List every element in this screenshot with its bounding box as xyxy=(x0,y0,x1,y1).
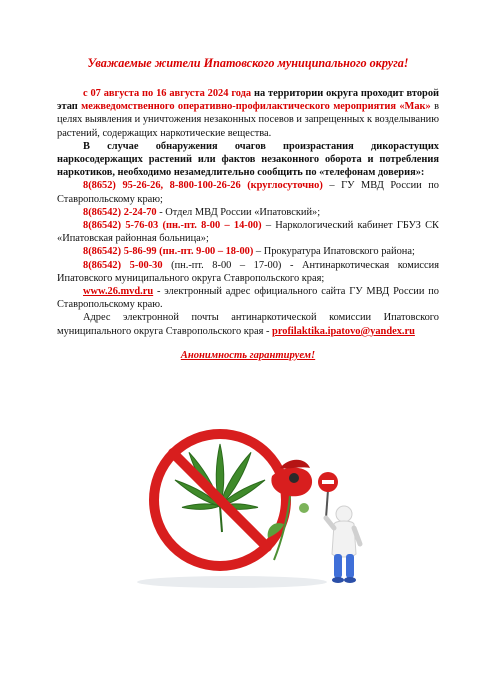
website-line xyxy=(57,285,439,311)
anonymity-notice: Анонимность гарантируем! xyxy=(180,349,316,361)
contact-text: – Наркологический кабинет ГБУЗ СК «Ипатовская районная больница»; xyxy=(57,220,439,245)
contact-text: – Прокуратура Ипатовского района; xyxy=(253,246,415,258)
anti-drug-illustration xyxy=(122,420,372,590)
website-text: - электронный адрес официального сайта ГУ МВД России по Ставропольскому краю. xyxy=(57,286,439,311)
shadow-shape xyxy=(137,576,327,588)
cannabis-leaf-icon xyxy=(173,444,266,532)
intro-text-2: в целях выявления и уничтожения незаконных посевов и запрещенных к возделыванию растений, содержащих наркотические вещества. xyxy=(57,101,439,139)
email-link[interactable]: profilaktika.ipatovo@yandex.ru xyxy=(272,325,415,337)
person-with-stop-sign-icon xyxy=(318,472,360,583)
contact-line xyxy=(57,259,439,285)
intro-text-1: на территории округа проходит второй этап xyxy=(57,88,439,113)
case-paragraph: В случае обнаружения очагов произрастания дикорастущих наркосодержащих растений или фактов незаконного оборота и потребления наркотиков, необходимо незамедлительно сообщить по «телефонам доверия»: xyxy=(57,140,439,179)
contact-line xyxy=(57,206,439,219)
campaign-dates: с 07 августа по 16 августа 2024 года xyxy=(83,88,252,99)
contact-phone: 8(8652) 95-26-26, 8-800-100-26-26 (круглосуточно) xyxy=(83,180,323,192)
email-line xyxy=(57,311,439,337)
contact-line xyxy=(57,245,439,258)
contact-phone: 8(86542) 5-00-30 xyxy=(83,259,163,271)
contact-text: (пн.-пт. 8-00 – 17-00) - Антинаркотическая комиссия Ипатовского муниципального округа Ставропольского края; xyxy=(57,259,439,284)
email-text: Адрес электронной почты антинаркотической комиссии Ипатовского муниципального округа Ставропольского края - xyxy=(57,312,439,337)
contact-line xyxy=(57,179,439,205)
contact-text: – ГУ МВД России по Ставропольскому краю; xyxy=(57,180,440,205)
contact-phone: 8(86542) 5-76-03 (пн.-пт. 8-00 – 14-00) xyxy=(83,220,262,232)
contact-line xyxy=(57,219,439,245)
campaign-name: межведомственного оперативно-профилактического мероприятия «Мак» xyxy=(81,101,431,113)
page-title: Уважаемые жители Ипатовского муниципального округа! xyxy=(87,56,409,70)
document-body xyxy=(57,56,439,361)
contact-phone: 8(86542) 2-24-70 xyxy=(83,206,157,218)
contact-phone: 8(86542) 5-86-99 (пн.-пт. 9-00 – 18-00) xyxy=(83,246,254,258)
website-link[interactable]: www.26.mvd.ru xyxy=(83,286,154,298)
intro-paragraph xyxy=(57,87,439,140)
contact-text: - Отдел МВД России «Ипатовский»; xyxy=(156,206,321,218)
